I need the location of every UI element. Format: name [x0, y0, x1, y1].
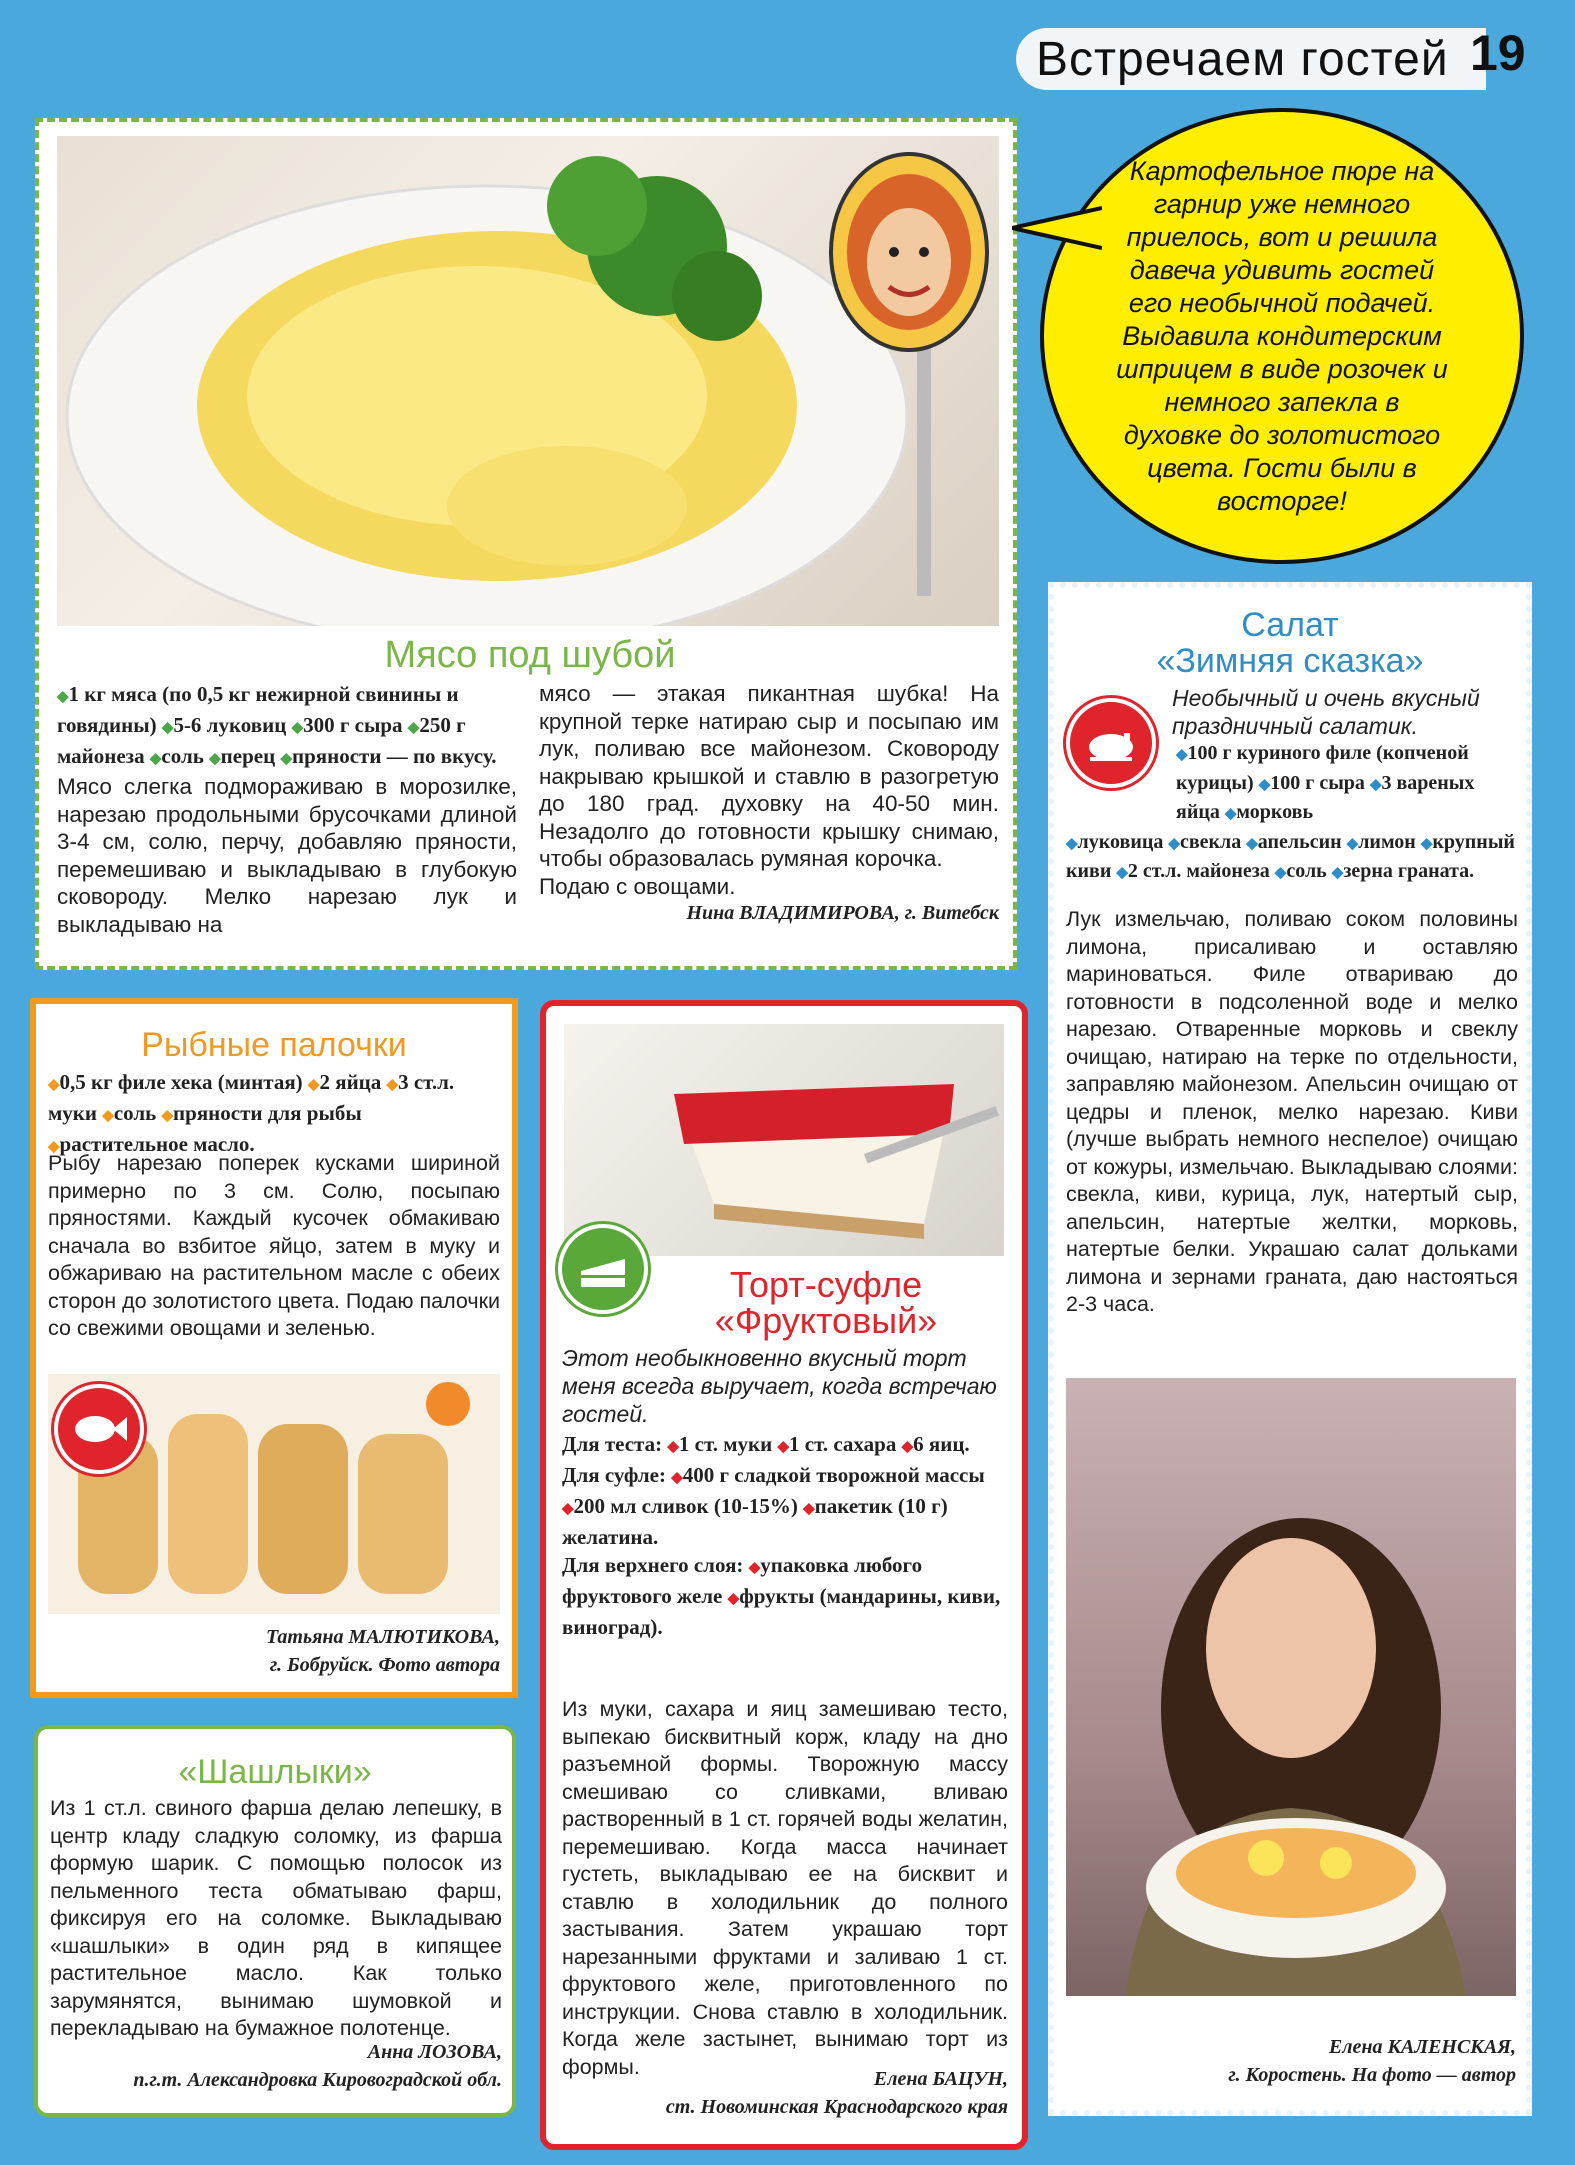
- ingredient: соль: [113, 1101, 157, 1125]
- salad-signature-1: Елена КАЛЕНСКАЯ,: [1328, 2036, 1516, 2058]
- ingredient: 1 ст. сахара: [789, 1432, 897, 1456]
- recipe-cake: [540, 1000, 1028, 2150]
- fish-signature-2: г. Бобруйск. Фото автора: [269, 1654, 500, 1676]
- ingredient: соль: [161, 744, 204, 768]
- ingredient: 250 г майонеза: [57, 713, 466, 768]
- ingredient: 1 ст. муки: [678, 1432, 773, 1456]
- shashlyki-text: Из 1 ст.л. свиного фарша делаю лепешку, в центр кладу сладкую соломку, из фарша формую шарик. С помощью полосок из пельменного теста обматываю фарш, фиксируя его на соломке. Выкладываю «шашлыки» в один ряд в кипящее растительное масло. Как только зарумянятся, вынимаю шумовкой и перекладываю на бумажное полотенце.: [50, 1796, 502, 2040]
- ingredient: лимон: [1358, 830, 1416, 853]
- salad-title-1: Салат: [1241, 606, 1339, 644]
- ingredient: упаковка любого фруктового желе: [562, 1553, 923, 1608]
- ingredient: 5-6 луковиц: [173, 713, 287, 737]
- fish-title: Рыбные палочки: [141, 1026, 407, 1064]
- speech-text: Картофельное пюре на гарнир уже немного приелось, вот и решила давеча удивить гостей его необычной подачей. Выдавила кондитерским шприцем в виде розочек и немного запекла в духовке до золотистого цвета. Гости были в восторге!: [1116, 155, 1448, 516]
- recipe-meat: [35, 118, 1017, 970]
- fish-ingredients: ◆0,5 кг филе хека (минтая) ◆2 яйца ◆3 ст.л. муки ◆соль ◆пряности для рыбы ◆растительное масло.: [48, 1070, 455, 1156]
- shashlyki-title: «Шашлыки»: [178, 1753, 372, 1791]
- recipe-fish: [30, 998, 518, 1698]
- cake-ingredients: Для теста: ◆1 ст. муки ◆1 ст. сахара ◆6 яиц. Для суфле: ◆400 г сладкой творожной массы ◆200 мл сливок (10-15%) ◆пакетик (10 г) желатина. Для верхнего слоя: ◆упаковка любого фруктового желе ◆фрукты (мандарины, киви, виноград).: [562, 1432, 1001, 1639]
- recipe-shashlyki: [34, 1725, 516, 2117]
- meat-col-right: [539, 680, 999, 938]
- ingredient: 100 г куриного филе (копченой курицы): [1176, 742, 1469, 794]
- meat-col-left: [57, 680, 517, 938]
- ingredient: 3 ст.л. муки: [48, 1070, 455, 1125]
- recipe-salad: [1048, 582, 1532, 2116]
- ingredient: 100 г сыра: [1270, 771, 1365, 794]
- speech-bubble: [1040, 108, 1524, 564]
- salad-text: Лук измельчаю, поливаю соком половины лимона, присаливаю и оставляю мариноваться. Филе отвариваю до готовности в подсоленной воде и мелко нарезаю. Отваренные морковь и свеклу очищаю, натираю на терке по отдельности, заправляю майонезом. Апельсин очищаю от цедры и пленок, мелко нарезаю. Киви (лучше выбрать немного неспелое) очищаю от кожуры, измельчаю. Выкладываю слоями: свекла, киви, курица, лук, натертый сыр, апельсин, натертые желтки, морковь, натертые белки. Украшаю салат дольками лимона и зернами граната, даю настояться 2-3 часа.: [1066, 907, 1518, 1316]
- meat-ingredients: ◆1 кг мяса (по 0,5 кг нежирной свинины и говядины) ◆5-6 луковиц ◆300 г сыра ◆250 г майонеза ◆соль ◆перец ◆пряности — по вкусу.: [57, 682, 497, 768]
- souffle-label: Для суфле:: [562, 1463, 666, 1487]
- ingredient: соль: [1286, 860, 1327, 882]
- page-number: 19: [1470, 25, 1526, 81]
- cake-title-1: Торт-суфле: [729, 1264, 923, 1305]
- ingredient: 2 яйца: [319, 1070, 382, 1094]
- top-label: Для верхнего слоя:: [562, 1553, 744, 1577]
- cake-photo: [564, 1024, 1004, 1256]
- meat-text-3: Подаю с овощами.: [539, 873, 736, 899]
- salad-title-2: «Зимняя сказка»: [1156, 642, 1424, 680]
- meat-signature: Нина ВЛАДИМИРОВА, г. Витебск: [686, 902, 999, 924]
- fish-icon: [54, 1384, 144, 1474]
- salad-ingredients: ◆100 г куриного филе (копченой курицы) ◆100 г сыра ◆3 вареных яйца ◆морковь ◆луковица ◆свекла ◆апельсин ◆лимон ◆крупный киви ◆2 ст.л. майонеза ◆соль ◆зерна граната.: [1066, 742, 1515, 882]
- meat-columns: [57, 680, 999, 938]
- salad-signature-2: г. Коростень. На фото — автор: [1228, 2064, 1516, 2086]
- author-avatar: [829, 152, 989, 352]
- meat-text-2: мясо — этакая пикантная шубка! На крупной терке натираю сыр и посыпаю им лук, поливаю все майонезом. Сковороду накрываю крышкой и ставлю в разогретую до 180 град. духовку на 40-50 мин. Незадолго до готовности крышку снимаю, чтобы образовалась румяная корочка.: [539, 681, 999, 871]
- ingredient: 6 яиц.: [913, 1432, 970, 1456]
- fish-signature-1: Татьяна МАЛЮТИКОВА,: [265, 1626, 500, 1648]
- ingredient: 2 ст.л. майонеза: [1127, 860, 1270, 882]
- ingredient: морковь: [1236, 801, 1314, 823]
- ingredient: фрукты (мандарины, киви, виноград).: [562, 1584, 1001, 1639]
- fish-text: Рыбу нарезаю поперек кусками шириной примерно по 3 см. Солю, посыпаю пряностями. Каждый кусочек обмакиваю сначала во взбитое яйцо, затем в муку и обжариваю на растительном масле с обеих сторон до золотистого цвета. Подаю палочки со свежими овощами и зеленью.: [48, 1151, 500, 1340]
- ingredient: пряности для рыбы: [173, 1101, 362, 1125]
- cake-photo-art: [564, 1024, 1004, 1256]
- dough-label: Для теста:: [562, 1432, 663, 1456]
- cake-signature-2: ст. Новоминская Краснодарского края: [665, 2096, 1008, 2118]
- shashlyki-signature-1: Анна ЛОЗОВА,: [367, 2041, 502, 2063]
- avatar-art: [839, 162, 979, 342]
- cake-intro: Этот необыкновенно вкусный торт меня всегда выручает, когда встречаю гостей.: [562, 1345, 997, 1427]
- ingredient: луковица: [1077, 830, 1164, 853]
- ingredient: пакетик (10 г) желатина.: [562, 1494, 948, 1549]
- cake-icon: [558, 1224, 648, 1314]
- meat-text-1: Мясо слегка подмораживаю в морозилке, нарезаю продольными брусочками длиной 3-4 см, солю, перчу, добавляю пряности, перемешиваю и выкладываю в глубокую сковороду. Мелко нарезаю лук и выкладываю на: [57, 774, 517, 937]
- ingredient: 200 мл сливок (10-15%): [573, 1494, 798, 1518]
- section-title: Встречаем гостей: [1036, 32, 1449, 86]
- ingredient: зерна граната.: [1343, 860, 1475, 882]
- ingredient: крупный киви: [1066, 830, 1515, 882]
- meat-title: Мясо под шубой: [384, 634, 676, 676]
- ingredient: растительное масло.: [59, 1132, 255, 1156]
- salad-intro: Необычный и очень вкусный праздничный салатик.: [1172, 685, 1480, 739]
- cake-icon-art: [577, 1247, 629, 1291]
- ingredient: 3 вареных яйца: [1176, 771, 1475, 823]
- ingredient: перец: [220, 744, 276, 768]
- salad-photo-art: [1066, 1378, 1516, 1996]
- ingredient: 300 г сыра: [303, 713, 403, 737]
- ingredient: 0,5 кг филе хека (минтая): [59, 1070, 303, 1094]
- fish-icon-art: [71, 1411, 127, 1447]
- cake-signature-1: Елена БАЦУН,: [873, 2068, 1008, 2090]
- ingredient: пряности — по вкусу.: [291, 744, 497, 768]
- cake-text: Из муки, сахара и яиц замешиваю тесто, выпекаю бисквитный корж, кладу на дно разъемной формы. Творожную массу смешиваю со сливками, вливаю растворенный в 1 ст. горячей воды желатин, перемешиваю. Когда масса начинает густеть, выкладываю ее на бисквит и ставлю в холодильник до полного застывания. Затем украшаю торт нарезанными фруктами и заливаю 1 ст. фруктового желе, приготовленного по инструкции. Снова ставлю в холодильник. Когда желе застынет, вынимаю торт из формы.: [562, 1697, 1008, 2079]
- salad-author-photo: [1066, 1378, 1516, 1996]
- ingredient: свекла: [1179, 830, 1242, 853]
- speech-bubble-tail: [1012, 198, 1102, 258]
- section-header: [1016, 28, 1486, 90]
- ingredient: апельсин: [1257, 830, 1342, 853]
- shashlyki-signature-2: п.г.т. Александровка Кировоградской обл.: [133, 2069, 502, 2091]
- ingredient: 1 кг мяса (по 0,5 кг нежирной свинины и говядины): [57, 682, 459, 737]
- cake-title-2: «Фруктовый»: [714, 1300, 938, 1341]
- ingredient: 400 г сладкой творожной массы: [682, 1463, 985, 1487]
